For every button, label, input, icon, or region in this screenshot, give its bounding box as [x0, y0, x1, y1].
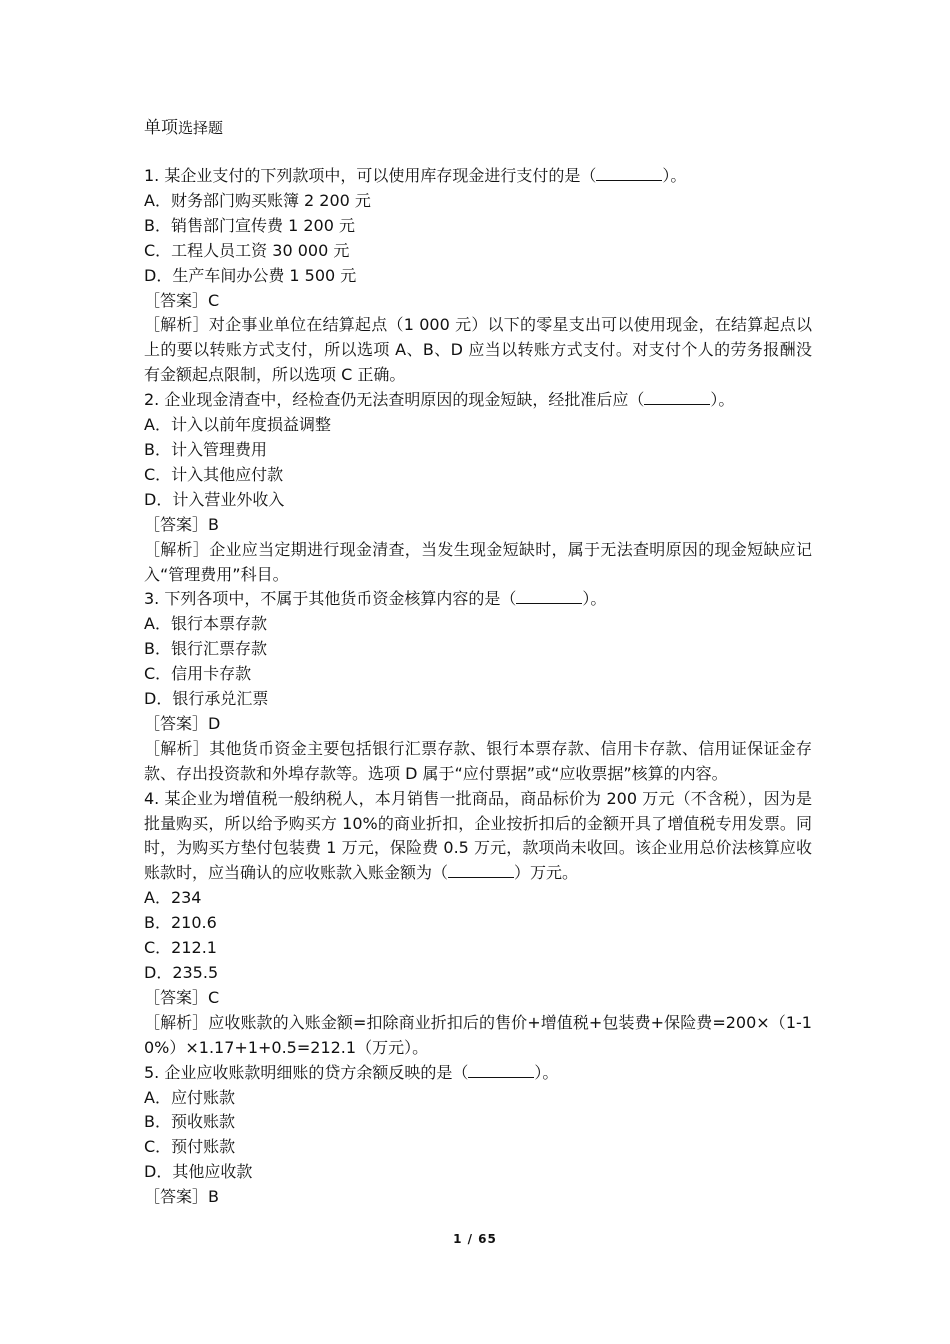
question-3	[144, 587, 812, 786]
question-text: 2. 企业现金清查中，经检查仍无法查明原因的现金短缺，经批准后应（ ）。	[144, 390, 735, 410]
section-title: 单项选择题	[144, 118, 224, 138]
option: B．预收账款	[144, 1112, 235, 1132]
answer: ［答案］C	[144, 290, 220, 310]
page-content	[144, 114, 812, 1210]
question-2	[144, 388, 812, 587]
answer: ［答案］B	[144, 1187, 219, 1207]
question-text: 1. 某企业支付的下列款项中，可以使用库存现金进行支付的是（ ）。	[144, 166, 687, 185]
option: A．234	[144, 888, 202, 908]
option: C．信用卡存款	[144, 664, 252, 684]
option: B．计入管理费用	[144, 439, 267, 459]
question-text: 4. 某企业为增值税一般纳税人，本月销售一批商品，商品标价为 200 万元（不含税），因为是批量购买，所以给予购买方 10%的商业折扣，企业按折扣后的金额开具了增值税专用发票。同时，为购买方垫付包装费 1 万元，保险费 0.5 万元，款项尚未收回。该企业用总价法核算应收账款时，应当确认的应收账款入账金额为（ ）万元。	[144, 788, 812, 883]
analysis: ［解析］企业应当定期进行现金清查，当发生现金短缺时，属于无法查明原因的现金短缺应记入“管理费用”科目。	[144, 539, 812, 584]
option: A．应付账款	[144, 1087, 235, 1107]
answer-blank	[596, 166, 662, 181]
answer-blank	[468, 1063, 534, 1078]
answer-blank	[644, 390, 710, 405]
answer-blank	[448, 863, 514, 878]
option: D．235.5	[144, 963, 219, 982]
question-text: 5. 企业应收账款明细账的贷方余额反映的是（ ）。	[144, 1062, 559, 1082]
option: D．其他应收款	[144, 1162, 253, 1182]
option: B．销售部门宣传费 1 200 元	[144, 215, 355, 235]
option: A．计入以前年度损益调整	[144, 415, 331, 435]
option: D．生产车间办公费 1 500 元	[144, 265, 357, 285]
answer: ［答案］C	[144, 987, 220, 1007]
option: D．计入营业外收入	[144, 489, 285, 509]
option: C．212.1	[144, 938, 217, 958]
option: A．银行本票存款	[144, 614, 267, 634]
analysis: ［解析］应收账款的入账金额=扣除商业折扣后的售价+增值税+包装费+保险费=200×（1-10%）×1.17+1+0.5=212.1（万元）。	[144, 1012, 812, 1057]
option: C．计入其他应付款	[144, 464, 284, 484]
question-5	[144, 1061, 812, 1210]
option: C．预付账款	[144, 1137, 236, 1157]
answer-blank	[516, 589, 582, 604]
option: A．财务部门购买账簿 2 200 元	[144, 190, 371, 210]
question-text: 3. 下列各项中，不属于其他货币资金核算内容的是（ ）。	[144, 589, 607, 609]
answer: ［答案］B	[144, 514, 219, 534]
page-number: 1 / 65	[453, 1232, 497, 1246]
question-4	[144, 787, 812, 1061]
analysis: ［解析］其他货币资金主要包括银行汇票存款、银行本票存款、信用卡存款、信用证保证金存款、存出投资款和外埠存款等。选项 D 属于“应付票据”或“应收票据”核算的内容。	[144, 738, 812, 783]
option: B．210.6	[144, 913, 217, 933]
answer: ［答案］D	[144, 713, 221, 733]
option: D．银行承兑汇票	[144, 689, 269, 709]
option: C．工程人员工资 30 000 元	[144, 240, 350, 260]
question-1	[144, 164, 812, 388]
option: B．银行汇票存款	[144, 639, 267, 659]
analysis: ［解析］对企事业单位在结算起点（1 000 元）以下的零星支出可以使用现金，在结算起点以上的要以转账方式支付，所以选项 A、B、D 应当以转账方式支付。对支付个人的劳务报酬没有金额起点限制，所以选项 C 正确。	[144, 315, 812, 385]
